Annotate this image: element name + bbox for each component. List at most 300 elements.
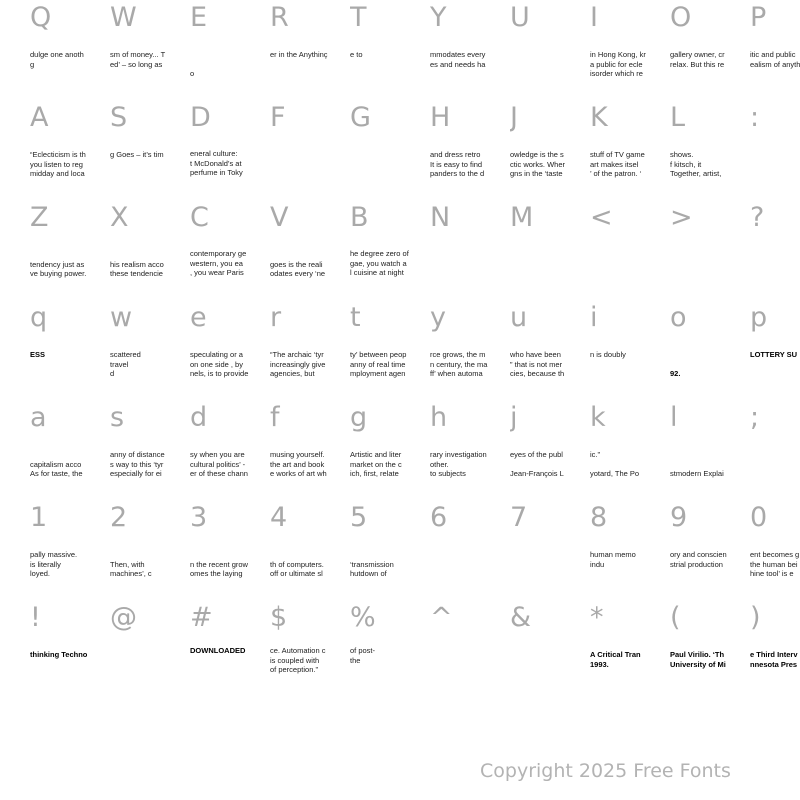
sample-text — [350, 249, 414, 278]
glyph-character: H — [430, 102, 451, 133]
glyph-cell — [190, 200, 270, 300]
sample-line: you listen to reg — [30, 159, 83, 169]
glyph-cell — [590, 500, 670, 600]
sample-line: sy when you are — [190, 450, 245, 459]
sample-line: in Hong Kong, kr — [590, 50, 646, 59]
glyph-cell — [30, 0, 110, 100]
sample-line: relax. But this re — [670, 59, 725, 69]
sample-line: his realism acco — [110, 259, 164, 269]
glyph-cell — [670, 200, 750, 300]
glyph-character: l — [670, 402, 678, 433]
glyph-cell — [350, 200, 430, 300]
sample-line — [190, 550, 254, 560]
glyph-character: 1 — [30, 502, 48, 533]
sample-text — [270, 450, 334, 479]
sample-text — [270, 646, 334, 675]
sample-line: ‘transmission — [350, 559, 394, 569]
sample-line: ve buying power. — [30, 269, 87, 278]
glyph-cell — [270, 200, 350, 300]
glyph-cell — [270, 600, 350, 700]
glyph-cell — [350, 500, 430, 600]
sample-text — [190, 149, 254, 178]
sample-text — [750, 550, 800, 579]
sample-line: omes the laying — [190, 569, 243, 578]
sample-line: cultural politics’ - — [190, 459, 246, 469]
sample-text — [590, 650, 654, 669]
glyph-character: i — [590, 302, 598, 333]
sample-line: pally massive. — [30, 550, 78, 559]
sample-line — [110, 550, 174, 560]
glyph-cell — [350, 300, 430, 400]
glyph-character: B — [350, 202, 369, 233]
sample-line: capitalism acco — [30, 459, 82, 469]
sample-text — [670, 50, 734, 69]
glyph-character: P — [750, 2, 767, 33]
sample-line: hutdown of — [350, 569, 387, 578]
sample-line: stuff of TV game — [590, 150, 645, 159]
sample-line: the — [350, 655, 361, 665]
sample-text — [590, 150, 654, 179]
glyph-cell — [430, 100, 510, 200]
sample-text — [670, 450, 734, 479]
glyph-cell — [270, 100, 350, 200]
sample-line: travel — [110, 359, 129, 369]
sample-line — [110, 250, 174, 260]
glyph-character: a — [30, 402, 47, 433]
glyph-character: u — [510, 302, 528, 333]
sample-line: DOWNLOADED — [190, 646, 246, 655]
sample-line — [670, 460, 734, 470]
glyph-character: ! — [30, 602, 41, 633]
sample-line: hine tool’ is e — [750, 569, 794, 578]
glyph-cell — [750, 100, 800, 200]
glyph-character: Z — [30, 202, 49, 233]
glyph-cell — [110, 600, 190, 700]
glyph-character: r — [270, 302, 282, 333]
sample-text — [30, 150, 94, 179]
sample-text — [190, 350, 254, 379]
glyph-cell — [670, 600, 750, 700]
sample-line: n the recent grow — [190, 559, 248, 569]
sample-line: er of these chann — [190, 469, 248, 478]
glyph-cell — [590, 300, 670, 400]
glyph-cell — [510, 400, 590, 500]
glyph-character: h — [430, 402, 448, 433]
sample-line — [270, 550, 334, 560]
sample-line: rce grows, the m — [430, 350, 486, 359]
glyph-cell — [30, 600, 110, 700]
sample-line: e Third Interv — [750, 650, 798, 659]
sample-text — [750, 50, 800, 69]
sample-text — [110, 50, 174, 69]
glyph-cell — [430, 400, 510, 500]
glyph-cell — [190, 0, 270, 100]
sample-line: these tendencie — [110, 269, 163, 278]
sample-text — [110, 250, 174, 279]
sample-line — [30, 250, 94, 260]
sample-text — [670, 650, 734, 669]
sample-text — [670, 350, 734, 379]
sample-line — [190, 60, 254, 70]
glyph-grid — [30, 0, 800, 700]
glyph-character: W — [110, 2, 137, 33]
sample-line: gns in the ‘taste — [510, 169, 563, 178]
sample-line: g — [30, 59, 35, 69]
sample-line: ce. Automation c — [270, 646, 326, 655]
sample-line: to subjects — [430, 469, 466, 478]
glyph-character: s — [110, 402, 125, 433]
glyph-cell — [30, 200, 110, 300]
glyph-character: o — [670, 302, 687, 333]
sample-line: is literally — [30, 559, 61, 569]
glyph-character: > — [670, 202, 693, 233]
glyph-cell — [510, 300, 590, 400]
sample-line: Paul Virilio. ‘Th — [670, 650, 725, 659]
sample-line: es and needs ha — [430, 59, 486, 69]
sample-line: Together, artist, — [670, 169, 722, 178]
glyph-character: L — [670, 102, 686, 133]
sample-text — [430, 450, 494, 479]
glyph-cell — [750, 500, 800, 600]
glyph-cell — [510, 200, 590, 300]
sample-text — [350, 450, 414, 479]
sample-line: odates every ‘ne — [270, 269, 326, 278]
glyph-character: G — [350, 102, 371, 133]
sample-line: ESS — [30, 350, 46, 359]
sample-line: agencies, but — [270, 369, 315, 378]
sample-line: anny of distance — [110, 450, 165, 459]
sample-text — [510, 150, 574, 179]
glyph-cell — [190, 100, 270, 200]
sample-line: As for taste, the — [30, 469, 83, 478]
glyph-cell — [270, 500, 350, 600]
sample-line: of post- — [350, 646, 376, 655]
sample-line: ff’ when automa — [430, 369, 483, 378]
sample-line: shows. — [670, 150, 694, 159]
glyph-cell — [590, 100, 670, 200]
sample-line — [670, 360, 734, 370]
sample-text — [110, 450, 174, 479]
glyph-character: J — [510, 102, 518, 133]
glyph-character: f — [270, 402, 280, 433]
glyph-cell — [30, 400, 110, 500]
glyph-cell — [30, 500, 110, 600]
glyph-cell — [30, 300, 110, 400]
sample-text — [30, 250, 94, 279]
glyph-cell — [750, 200, 800, 300]
glyph-cell — [270, 300, 350, 400]
glyph-character: * — [590, 602, 604, 633]
sample-line: nels, is to provide — [190, 369, 249, 378]
sample-text — [30, 650, 94, 660]
glyph-character: w — [110, 302, 133, 333]
glyph-character: t — [350, 302, 361, 333]
glyph-character: : — [750, 102, 760, 133]
glyph-character: < — [590, 202, 613, 233]
glyph-cell — [590, 0, 670, 100]
sample-text — [190, 50, 254, 79]
glyph-character: V — [270, 202, 289, 233]
glyph-character: C — [190, 202, 209, 233]
sample-text — [110, 550, 174, 579]
sample-line: ich, first, relate — [350, 469, 399, 478]
sample-line: ic.” — [590, 450, 600, 459]
sample-line: machines’, c — [110, 569, 152, 578]
sample-line: “Eclecticism is th — [30, 150, 86, 159]
glyph-character: # — [190, 602, 213, 633]
sample-line: A Critical Tran — [590, 650, 641, 659]
glyph-character: % — [350, 602, 376, 633]
sample-line: dulge one anoth — [30, 50, 84, 59]
sample-text — [110, 350, 174, 379]
sample-line: he degree zero of — [350, 249, 409, 258]
glyph-character: D — [190, 102, 211, 133]
sample-text — [30, 350, 94, 360]
glyph-character: 9 — [670, 502, 688, 533]
sample-line: d — [110, 369, 115, 378]
sample-line: western, you ea — [190, 258, 243, 268]
sample-text — [270, 550, 334, 579]
sample-line: perfume in Toky — [190, 168, 243, 177]
sample-line: er in the Anythinç — [270, 50, 328, 59]
sample-line: ’ of the patron. ‘ — [590, 169, 642, 178]
glyph-character: 2 — [110, 502, 128, 533]
sample-line: gallery owner, cr — [670, 50, 725, 59]
sample-text — [430, 50, 494, 69]
glyph-cell — [190, 600, 270, 700]
sample-text — [590, 50, 654, 79]
glyph-cell — [350, 400, 430, 500]
glyph-character: K — [590, 102, 608, 133]
glyph-cell — [350, 100, 430, 200]
sample-line: n century, the ma — [430, 359, 488, 369]
sample-line: eneral culture: — [190, 149, 238, 158]
sample-text — [190, 646, 254, 656]
sample-text — [190, 550, 254, 579]
sample-line: “The archaic ‘tyr — [270, 350, 324, 359]
sample-line: mployment agen — [350, 369, 406, 378]
sample-line: sm of money... T — [110, 50, 166, 59]
sample-line: panders to the d — [430, 169, 485, 178]
glyph-character: g — [350, 402, 368, 433]
glyph-character: A — [30, 102, 49, 133]
glyph-cell — [110, 500, 190, 600]
sample-line: of perception.” — [270, 665, 318, 674]
glyph-character: Q — [30, 2, 52, 33]
sample-line: cies, because th — [510, 369, 565, 378]
sample-text — [110, 150, 174, 160]
sample-line — [670, 450, 734, 460]
sample-line: tendency just as — [30, 259, 85, 269]
sample-line: g Goes – it’s tim — [110, 150, 164, 159]
glyph-cell — [670, 100, 750, 200]
glyph-cell — [110, 300, 190, 400]
sample-line: scattered — [110, 350, 141, 359]
sample-text — [190, 450, 254, 479]
glyph-character: M — [510, 202, 534, 233]
sample-line: l cuisine at night — [350, 268, 404, 277]
glyph-character: k — [590, 402, 606, 433]
glyph-character: R — [270, 2, 289, 33]
sample-line — [30, 450, 94, 460]
sample-line: on one side , by — [190, 359, 243, 369]
glyph-character: ? — [750, 202, 765, 233]
sample-line — [510, 460, 574, 470]
glyph-cell — [510, 0, 590, 100]
sample-text — [350, 646, 414, 665]
sample-line: off or ultimate sl — [270, 569, 323, 578]
glyph-cell — [430, 0, 510, 100]
sample-text — [30, 550, 94, 579]
sample-line: t McDonald’s at — [190, 158, 242, 168]
sample-line: is coupled with — [270, 655, 320, 665]
sample-line: musing yourself. — [270, 450, 325, 459]
sample-line: and dress retro — [430, 150, 481, 159]
glyph-character: O — [670, 2, 692, 33]
sample-line: ory and conscien — [670, 550, 727, 559]
sample-line: nnesota Pres — [750, 659, 798, 669]
sample-line: stmodern Explai — [670, 469, 724, 478]
glyph-cell — [270, 400, 350, 500]
glyph-cell — [110, 100, 190, 200]
sample-line: art makes itsel — [590, 159, 639, 169]
sample-text — [350, 550, 414, 579]
sample-text — [590, 450, 654, 479]
glyph-cell — [190, 500, 270, 600]
glyph-cell — [350, 0, 430, 100]
sample-line: mmodates every — [430, 50, 486, 59]
sample-line: other. — [430, 459, 449, 469]
glyph-character: & — [510, 602, 532, 633]
sample-line: ctic works. Wher — [510, 159, 566, 169]
sample-line: ent becomes g — [750, 550, 800, 559]
sample-line: owledge is the s — [510, 150, 564, 159]
sample-line: anny of real time — [350, 359, 406, 369]
sample-line: loyed. — [30, 569, 51, 578]
sample-line: the art and book — [270, 459, 325, 469]
sample-line: , you wear Paris — [190, 268, 244, 277]
sample-text — [590, 350, 654, 360]
sample-text — [190, 249, 254, 278]
glyph-cell — [670, 500, 750, 600]
sample-text — [750, 350, 800, 360]
glyph-character: 6 — [430, 502, 448, 533]
sample-line: University of Mi — [670, 659, 726, 669]
glyph-cell — [590, 400, 670, 500]
glyph-cell — [750, 300, 800, 400]
sample-line: speculating or a — [190, 350, 243, 359]
sample-line: a public for ecle — [590, 59, 643, 69]
glyph-cell — [430, 500, 510, 600]
glyph-cell — [510, 100, 590, 200]
sample-line: yotard, The Po — [590, 469, 640, 478]
glyph-cell — [270, 0, 350, 100]
glyph-cell — [30, 100, 110, 200]
glyph-character: $ — [270, 602, 288, 633]
sample-line — [350, 550, 414, 560]
glyph-cell — [430, 600, 510, 700]
glyph-character: T — [350, 2, 367, 33]
glyph-character: ) — [750, 602, 761, 633]
glyph-character: j — [510, 402, 518, 433]
sample-line: ” that is not mer — [510, 359, 563, 369]
glyph-cell — [110, 0, 190, 100]
glyph-character: e — [190, 302, 207, 333]
sample-text — [30, 50, 94, 69]
glyph-character: 0 — [750, 502, 768, 533]
glyph-character: N — [430, 202, 451, 233]
glyph-cell — [510, 500, 590, 600]
copyright-notice: Copyright 2025 Free Fonts — [480, 760, 731, 782]
glyph-cell — [430, 200, 510, 300]
sample-line: especially for ei — [110, 469, 162, 478]
sample-line: ealism of anyth — [750, 59, 800, 69]
sample-line: th of computers. — [270, 559, 324, 569]
sample-line: isorder which re — [590, 69, 643, 78]
glyph-character: S — [110, 102, 128, 133]
glyph-character: U — [510, 2, 530, 33]
sample-text — [430, 350, 494, 379]
sample-line: Then, with — [110, 559, 145, 569]
sample-text — [510, 450, 574, 479]
glyph-character: ^ — [430, 602, 453, 633]
glyph-character: X — [110, 202, 129, 233]
glyph-cell — [190, 300, 270, 400]
sample-line: contemporary ge — [190, 249, 247, 258]
glyph-cell — [750, 400, 800, 500]
glyph-character: I — [590, 2, 598, 33]
glyph-character: ; — [750, 402, 760, 433]
glyph-cell — [430, 300, 510, 400]
sample-line: 92. — [670, 369, 681, 378]
sample-line: ed’ – so long as — [110, 59, 163, 69]
sample-line: ty’ between peop — [350, 350, 407, 359]
glyph-character: E — [190, 2, 208, 33]
sample-text — [270, 250, 334, 279]
glyph-cell — [110, 200, 190, 300]
sample-line: increasingly give — [270, 359, 326, 369]
sample-line — [590, 460, 654, 470]
glyph-cell — [510, 600, 590, 700]
sample-line: e works of art wh — [270, 469, 327, 478]
sample-line: It is easy to find — [430, 159, 483, 169]
sample-line: 1993. — [590, 659, 609, 669]
sample-text — [350, 50, 414, 60]
sample-line: strial production — [670, 559, 723, 569]
sample-line: rary investigation — [430, 450, 487, 459]
sample-line: eyes of the publ — [510, 450, 563, 459]
sample-line: e to — [350, 50, 363, 59]
sample-line: itic and public — [750, 50, 796, 59]
sample-line: market on the c — [350, 459, 402, 469]
glyph-cell — [350, 600, 430, 700]
glyph-character: 4 — [270, 502, 288, 533]
sample-line: goes is the reali — [270, 259, 323, 269]
glyph-character: 7 — [510, 502, 528, 533]
sample-line: f kitsch, it — [670, 159, 702, 169]
glyph-character: d — [190, 402, 208, 433]
glyph-character: @ — [110, 602, 137, 633]
glyph-cell — [590, 600, 670, 700]
sample-line: midday and loca — [30, 169, 85, 178]
sample-line: LOTTERY SU — [750, 350, 798, 359]
glyph-character: 8 — [590, 502, 608, 533]
glyph-cell — [110, 400, 190, 500]
glyph-character: 3 — [190, 502, 208, 533]
glyph-cell — [670, 400, 750, 500]
glyph-character: Y — [430, 2, 447, 33]
sample-line: Artistic and liter — [350, 450, 402, 459]
